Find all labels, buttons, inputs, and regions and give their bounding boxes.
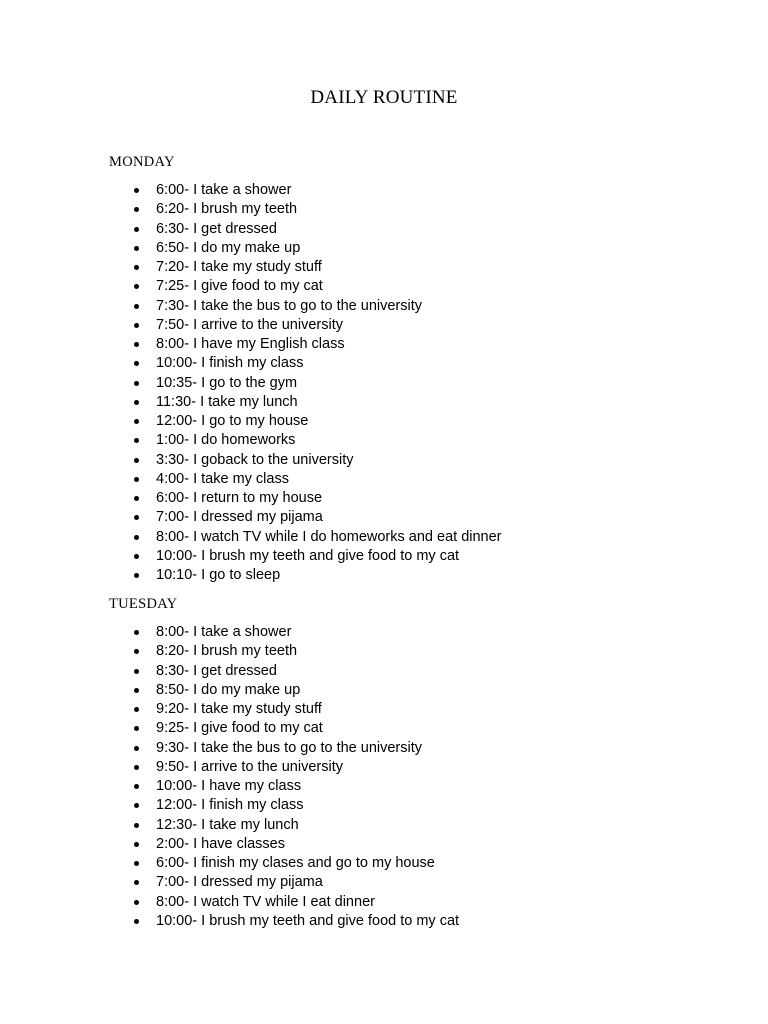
list-item-text: 8:30- I get dressed — [156, 662, 277, 679]
list-item-text: 8:50- I do my make up — [156, 681, 301, 698]
list-item-text: 10:35- I go to the gym — [156, 374, 298, 391]
list-item-text: 2:00- I have classes — [156, 835, 285, 852]
list-item-text: 7:30- I take the bus to go to the university — [156, 297, 422, 314]
bullet-icon — [134, 342, 139, 347]
list-item-text: 7:00- I dressed my pijama — [156, 509, 323, 526]
list-item-text: 12:00- I finish my class — [156, 797, 304, 814]
bullet-icon — [134, 765, 139, 770]
list-item-text: 6:30- I get dressed — [156, 220, 277, 237]
list-item-text: 7:00- I dressed my pijama — [156, 874, 323, 891]
bullet-icon — [134, 535, 139, 540]
bullet-icon — [134, 381, 139, 386]
list-item-text: 8:20- I brush my teeth — [156, 643, 298, 660]
bullet-icon — [134, 919, 139, 924]
bullet-icon — [134, 246, 139, 251]
list-item-text: 6:00- I finish my clases and go to my house — [156, 855, 435, 871]
bullet-icon — [134, 746, 139, 751]
bullet-icon — [134, 323, 139, 328]
bullet-icon — [134, 304, 139, 309]
list-item-text: 8:00- I watch TV while I do homeworks and eat dinner — [156, 528, 502, 545]
document-title: DAILY ROUTINE — [310, 87, 458, 108]
list-item-text: 6:00- I take a shower — [156, 182, 292, 198]
bullet-icon — [134, 458, 139, 463]
bullet-icon — [134, 726, 139, 731]
bullet-icon — [134, 419, 139, 424]
list-item-text: 1:00- I do homeworks — [156, 432, 296, 449]
list-item-text: 8:00- I take a shower — [156, 624, 292, 640]
list-item-text: 9:25- I give food to my cat — [156, 720, 323, 737]
bullet-icon — [134, 649, 139, 654]
list-item-text: 7:50- I arrive to the university — [156, 316, 343, 333]
bullet-icon — [134, 842, 139, 847]
list-item-text: 7:25- I give food to my cat — [156, 278, 323, 295]
bullet-icon — [134, 900, 139, 905]
list-item-text: 9:20- I take my study stuff — [156, 701, 322, 717]
list-item-text: 10:00- I have my class — [156, 778, 302, 794]
list-item-text: 12:00- I go to my house — [156, 413, 309, 429]
list-item-text: 6:00- I return to my house — [156, 490, 323, 506]
list-item-text: 6:50- I do my make up — [156, 239, 301, 256]
list-item-text: 10:00- I brush my teeth and give food to my cat — [156, 912, 460, 929]
list-item-text: 7:20- I take my study stuff — [156, 259, 322, 275]
bullet-icon — [134, 880, 139, 885]
list-item-text: 11:30- I take my lunch — [156, 393, 298, 410]
bullet-icon — [134, 361, 139, 366]
list-item-text: 9:30- I take the bus to go to the university — [156, 739, 422, 756]
bullet-icon — [134, 496, 139, 501]
bullet-icon — [134, 227, 139, 232]
bullet-icon — [134, 803, 139, 808]
bullet-icon — [134, 400, 139, 405]
bullet-icon — [134, 207, 139, 212]
bullet-icon — [134, 554, 139, 559]
section-heading-tuesday: TUESDAY — [109, 596, 178, 612]
bullet-icon — [134, 477, 139, 482]
bullet-icon — [134, 265, 139, 270]
bullet-icon — [134, 784, 139, 789]
bullet-icon — [134, 438, 139, 443]
list-item-text: 8:00- I watch TV while I eat dinner — [156, 893, 375, 910]
list-item-text: 10:10- I go to sleep — [156, 567, 281, 583]
list-item-text: 12:30- I take my lunch — [156, 816, 299, 833]
list-item-text: 8:00- I have my English class — [156, 336, 345, 352]
bullet-icon — [134, 573, 139, 578]
bullet-icon — [134, 630, 139, 635]
bullet-icon — [134, 669, 139, 674]
section-heading-monday: MONDAY — [109, 154, 175, 170]
bullet-icon — [134, 688, 139, 693]
list-item-text: 3:30- I goback to the university — [156, 451, 354, 468]
bullet-icon — [134, 284, 139, 289]
list-item-text: 4:00- I take my class — [156, 470, 289, 487]
bullet-icon — [134, 188, 139, 193]
list-item-text: 6:20- I brush my teeth — [156, 201, 298, 218]
list-item-text: 9:50- I arrive to the university — [156, 758, 343, 775]
bullet-icon — [134, 515, 139, 520]
bullet-icon — [134, 823, 139, 828]
bullet-icon — [134, 861, 139, 866]
list-item-text: 10:00- I finish my class — [156, 355, 304, 372]
bullet-icon — [134, 707, 139, 712]
list-item-text: 10:00- I brush my teeth and give food to my cat — [156, 547, 460, 564]
